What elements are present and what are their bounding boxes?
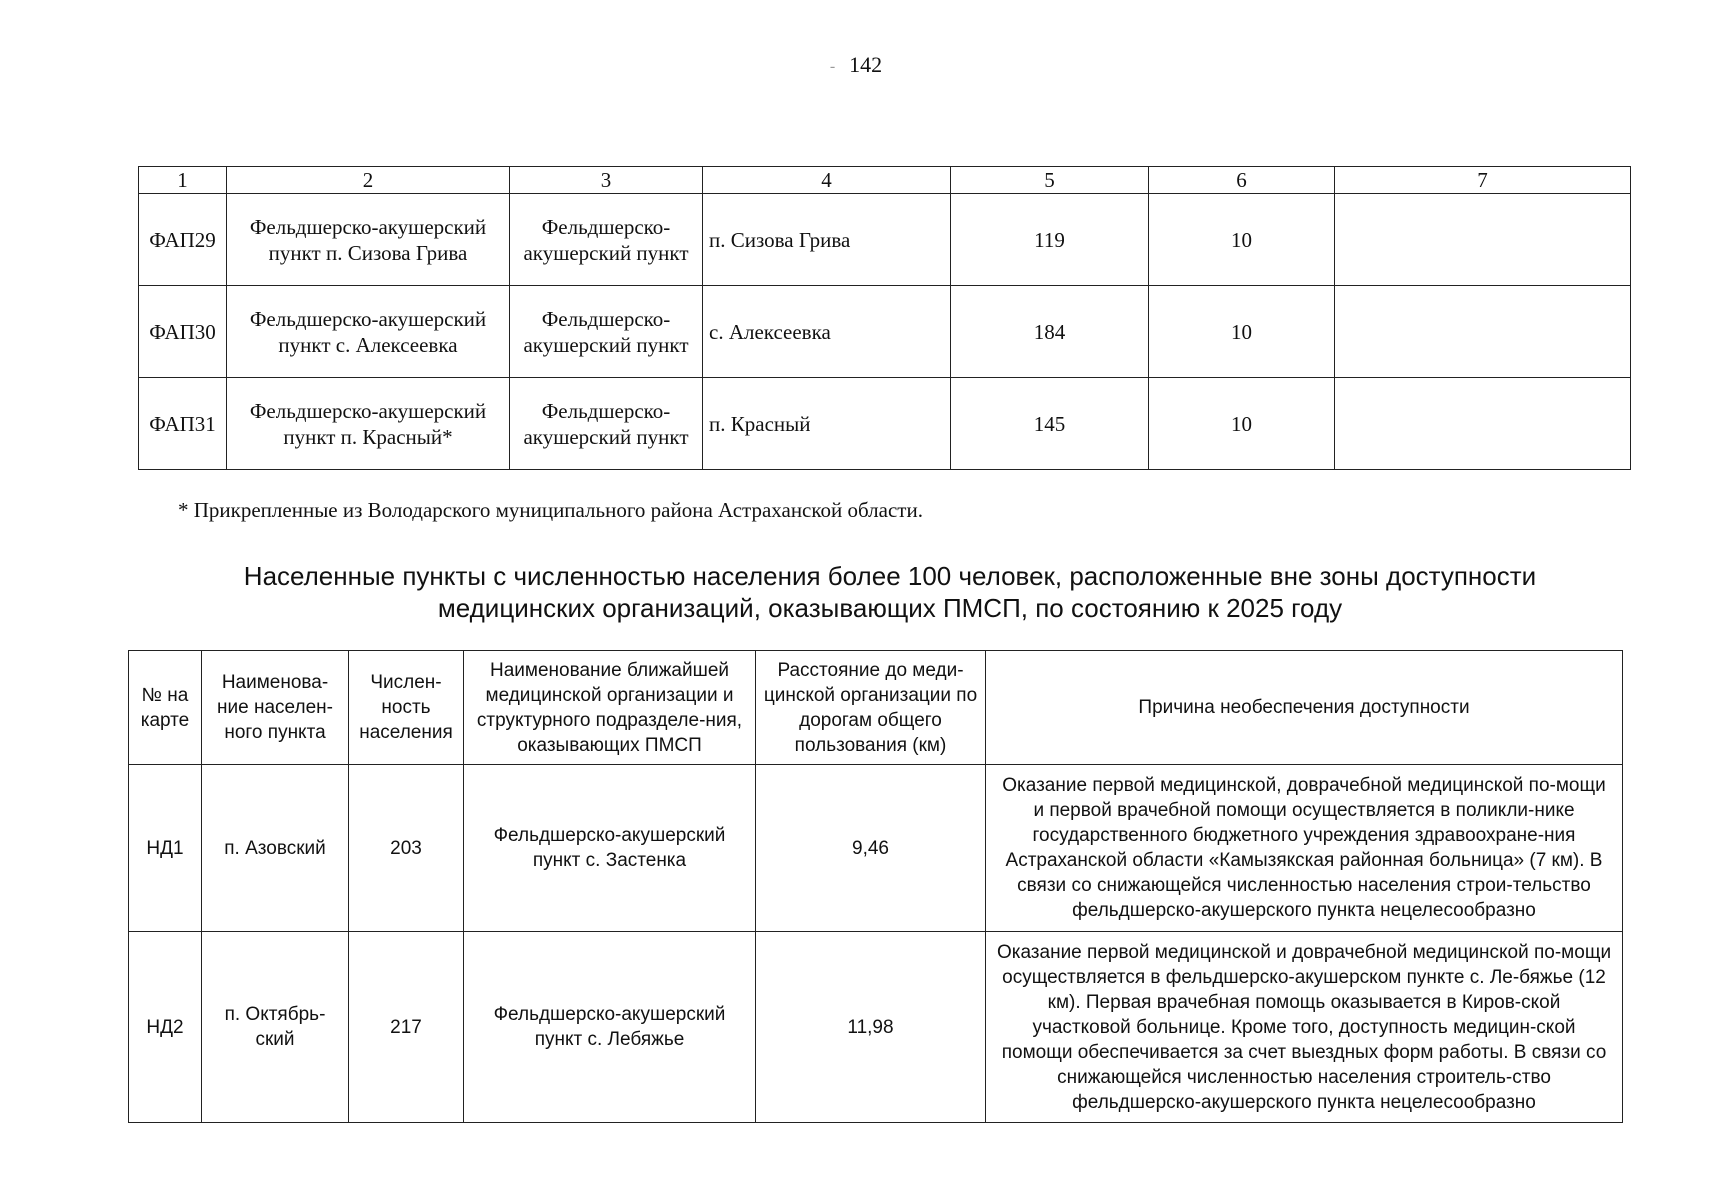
- facility-col7-value: [1335, 194, 1631, 286]
- facility-locality: п. Сизова Грива: [703, 194, 951, 286]
- nearest-organization: Фельдшерско-акушерский пункт с. Лебяжье: [464, 932, 756, 1123]
- header-distance: Расстояние до меди-цинской организации по дорогам общего пользования (км): [756, 651, 986, 765]
- nearest-organization: Фельдшерско-акушерский пункт с. Застенка: [464, 765, 756, 932]
- facility-col7-value: [1335, 286, 1631, 378]
- locality-name: п. Октябрь-ский: [202, 932, 349, 1123]
- map-number: НД1: [129, 765, 202, 932]
- column-number-7: 7: [1335, 167, 1631, 194]
- localities-table-header-row: [129, 651, 1623, 765]
- facility-name: Фельдшерско-акушерский пункт п. Красный*: [227, 378, 510, 470]
- header-reason: Причина необеспечения доступности: [986, 651, 1623, 765]
- population-value: 217: [349, 932, 464, 1123]
- reason-text: Оказание первой медицинской, доврачебной медицинской по-мощи и первой врачебной помощи осуществляется в поликли-нике государственного бюджетного учреждения здравоохране-ния Астраханской области «Камызякская районная больница» (7 км). В связи со снижающейся численностью населения строи-тельство фельдшерско-акушерского пункта нецелесообразно: [986, 765, 1623, 932]
- population-value: 203: [349, 765, 464, 932]
- facility-type: Фельдшерско-акушерский пункт: [510, 378, 703, 470]
- facilities-table-header-row: [139, 167, 1631, 194]
- table-row: [139, 286, 1631, 378]
- section-title-line-1: Населенные пункты с численностью населения более 100 человек, расположенные вне зоны доступности: [243, 561, 1537, 591]
- table-row: [139, 378, 1631, 470]
- localities-table: [128, 650, 1623, 1123]
- facility-type: Фельдшерско-акушерский пункт: [510, 286, 703, 378]
- column-number-2: 2: [227, 167, 510, 194]
- header-nearest-organization: Наименование ближайшей медицинской организации и структурного подразделе-ния, оказывающих ПМСП: [464, 651, 756, 765]
- facility-locality: с. Алексеевка: [703, 286, 951, 378]
- map-number: НД2: [129, 932, 202, 1123]
- column-number-3: 3: [510, 167, 703, 194]
- facility-locality: п. Красный: [703, 378, 951, 470]
- facility-col7-value: [1335, 378, 1631, 470]
- facility-name: Фельдшерско-акушерский пункт с. Алексеевка: [227, 286, 510, 378]
- header-locality-name: Наименова-ние населен-ного пункта: [202, 651, 349, 765]
- facility-col5-value: 119: [951, 194, 1149, 286]
- header-map-number: № на карте: [129, 651, 202, 765]
- facility-code: ФАП29: [139, 194, 227, 286]
- facility-type: Фельдшерско-акушерский пункт: [510, 194, 703, 286]
- facilities-table: [138, 166, 1631, 470]
- reason-text: Оказание первой медицинской и доврачебной медицинской по-мощи осуществляется в фельдшерско-акушерском пункте с. Ле-бяжье (12 км). Первая врачебная помощь оказывается в Киров-ской участковой больнице. Кроме того, доступность медицин-ской помощи обеспечивается за счет выездных форм работы. В связи со снижающейся численностью населения строитель-ство фельдшерско-акушерского пункта нецелесообразно: [986, 932, 1623, 1123]
- page-number-value: 142: [849, 52, 883, 77]
- distance-value: 9,46: [756, 765, 986, 932]
- section-title: [150, 560, 1630, 624]
- table-row: [129, 932, 1623, 1123]
- section-title-line-2: медицинских организаций, оказывающих ПМСП, по состоянию к 2025 году: [437, 593, 1343, 623]
- facility-col6-value: 10: [1149, 378, 1335, 470]
- facility-col5-value: 184: [951, 286, 1149, 378]
- column-number-6: 6: [1149, 167, 1335, 194]
- page-number: [0, 52, 1712, 78]
- table-row: [129, 765, 1623, 932]
- column-number-4: 4: [703, 167, 951, 194]
- facility-col6-value: 10: [1149, 286, 1335, 378]
- facility-code: ФАП31: [139, 378, 227, 470]
- page-number-dash: -: [829, 57, 836, 75]
- table-row: [139, 194, 1631, 286]
- column-number-1: 1: [139, 167, 227, 194]
- header-population: Числен-ность населения: [349, 651, 464, 765]
- column-number-5: 5: [951, 167, 1149, 194]
- facility-col5-value: 145: [951, 378, 1149, 470]
- facility-col6-value: 10: [1149, 194, 1335, 286]
- facility-code: ФАП30: [139, 286, 227, 378]
- facility-name: Фельдшерско-акушерский пункт п. Сизова Грива: [227, 194, 510, 286]
- footnote: * Прикрепленные из Володарского муниципального района Астраханской области.: [178, 498, 923, 522]
- locality-name: п. Азовский: [202, 765, 349, 932]
- distance-value: 11,98: [756, 932, 986, 1123]
